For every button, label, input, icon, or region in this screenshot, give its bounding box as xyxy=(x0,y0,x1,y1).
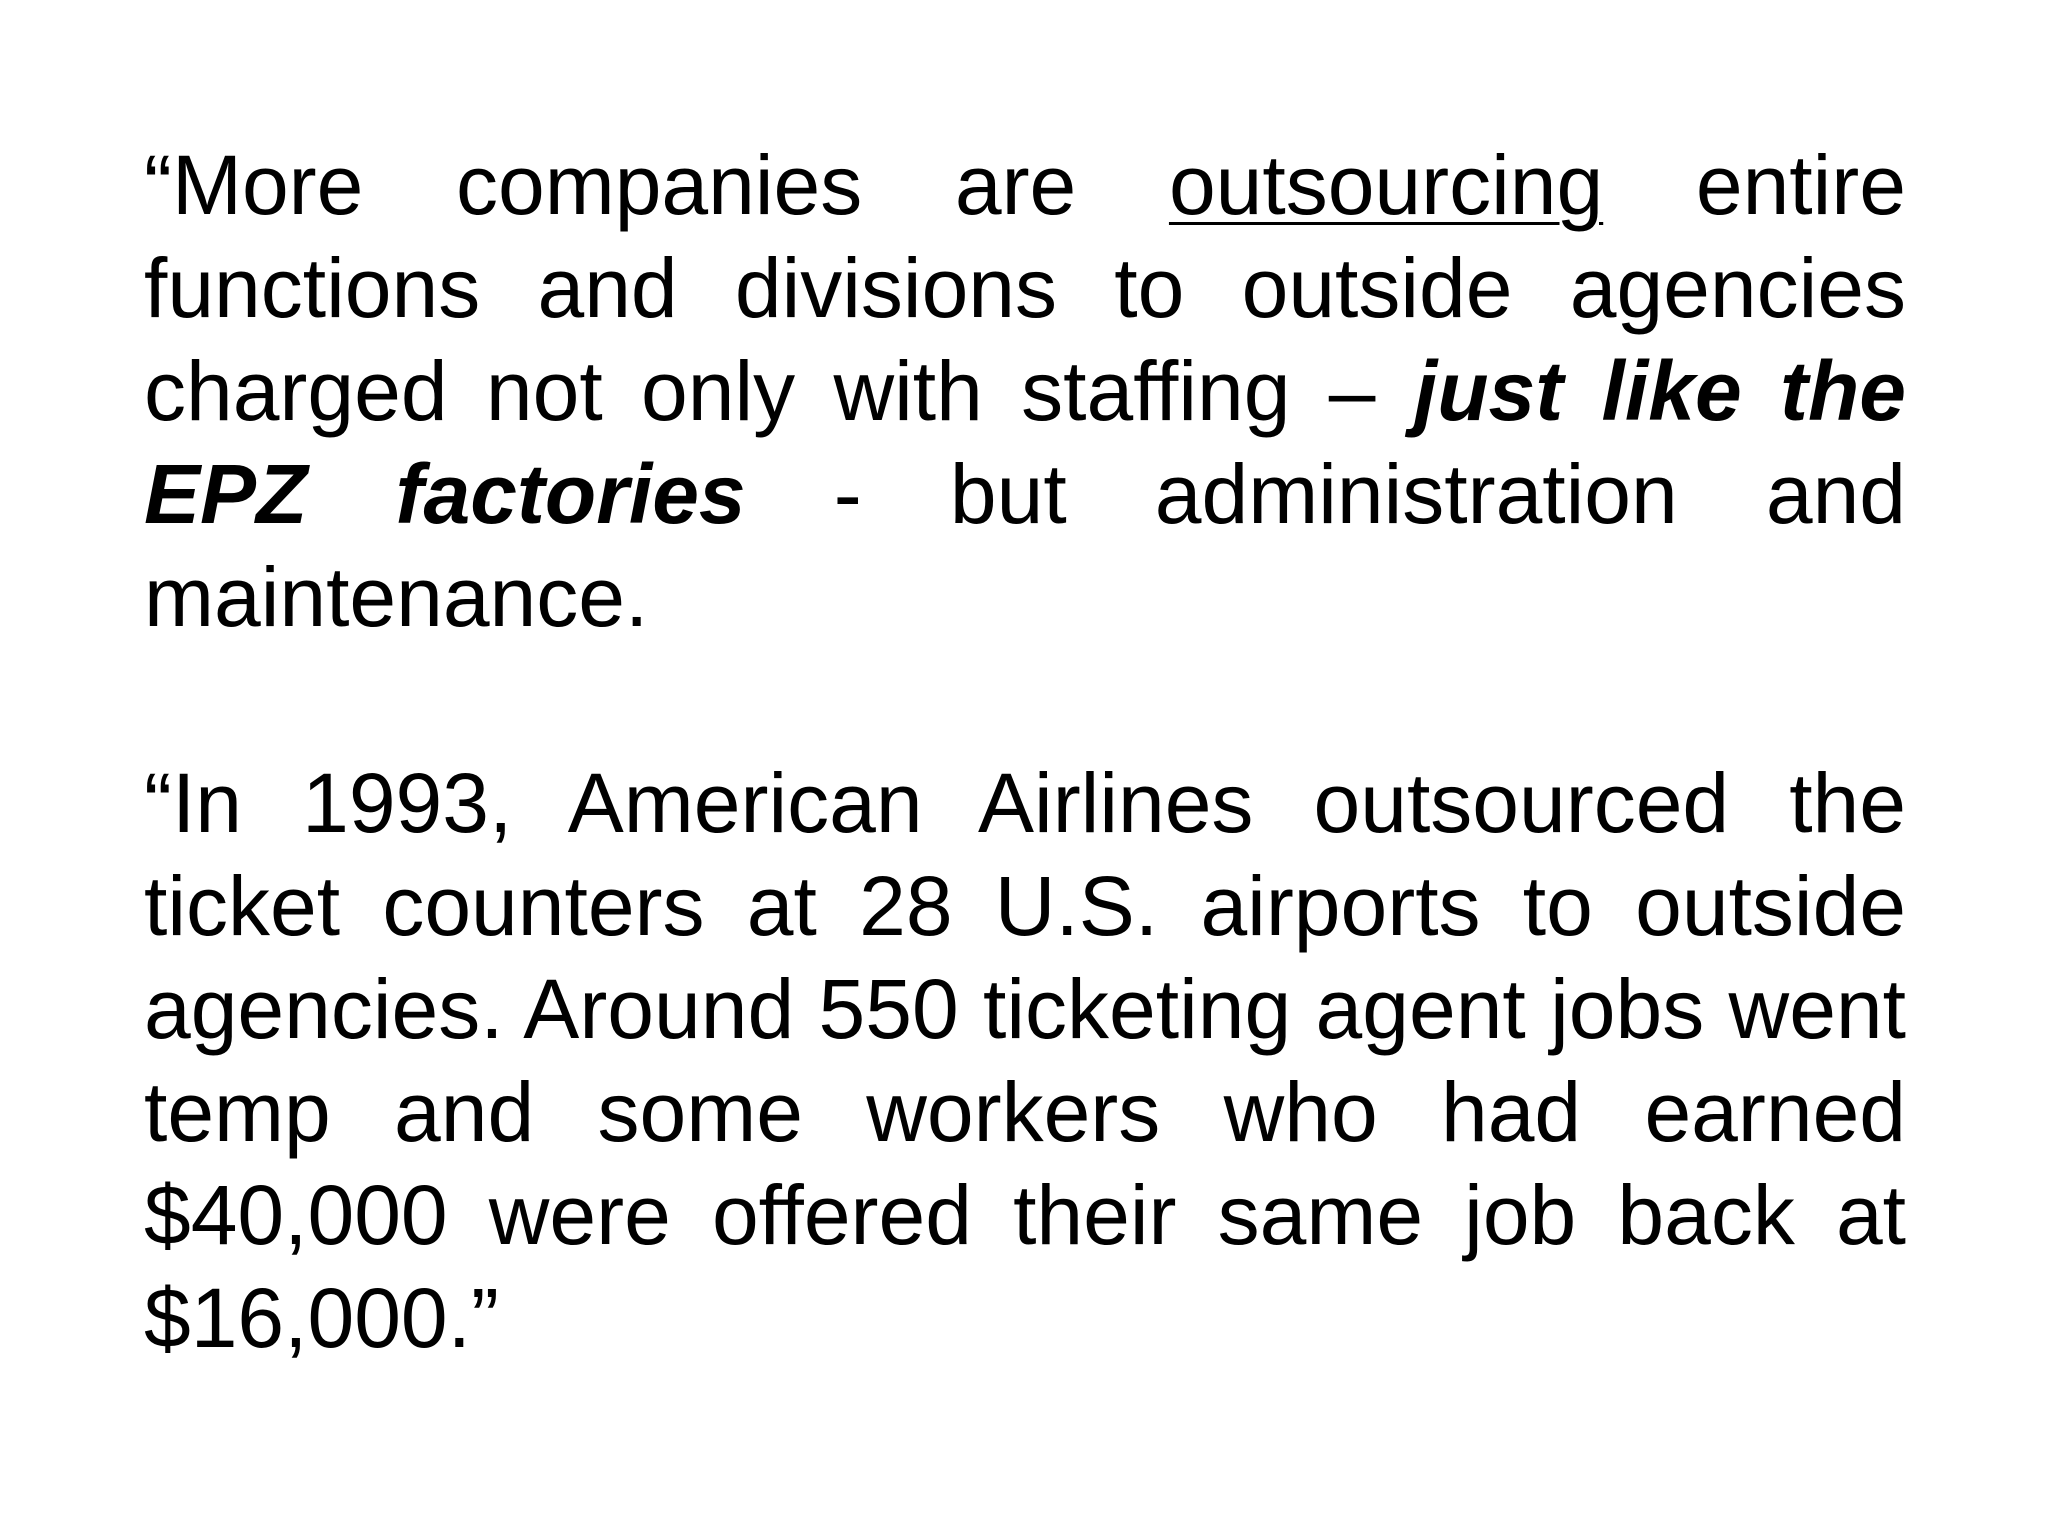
epz-emphasis-text: just like the EPZ factories xyxy=(144,344,1907,541)
quote-paragraph-american-airlines: “In 1993, American Airlines outsourced the ticket counters at 28 U.S. airports to outside agencies. Around 550 ticketing agent jobs went temp and some workers who had earned $40,000 were offered their same job back at $16,000.” xyxy=(144,756,1906,1365)
outsourcing-underlined-term: outsourcing xyxy=(1168,138,1604,232)
quote-text-start: “More companies are xyxy=(144,138,1169,232)
quote-text-end: - but administration and maintenance. xyxy=(144,447,1906,644)
slide-content xyxy=(144,134,1906,1370)
quote-paragraph-outsourcing xyxy=(144,134,1906,649)
quote-text-middle: entire functions and divisions to outside agencies charged not only with staffing – xyxy=(144,138,1906,438)
